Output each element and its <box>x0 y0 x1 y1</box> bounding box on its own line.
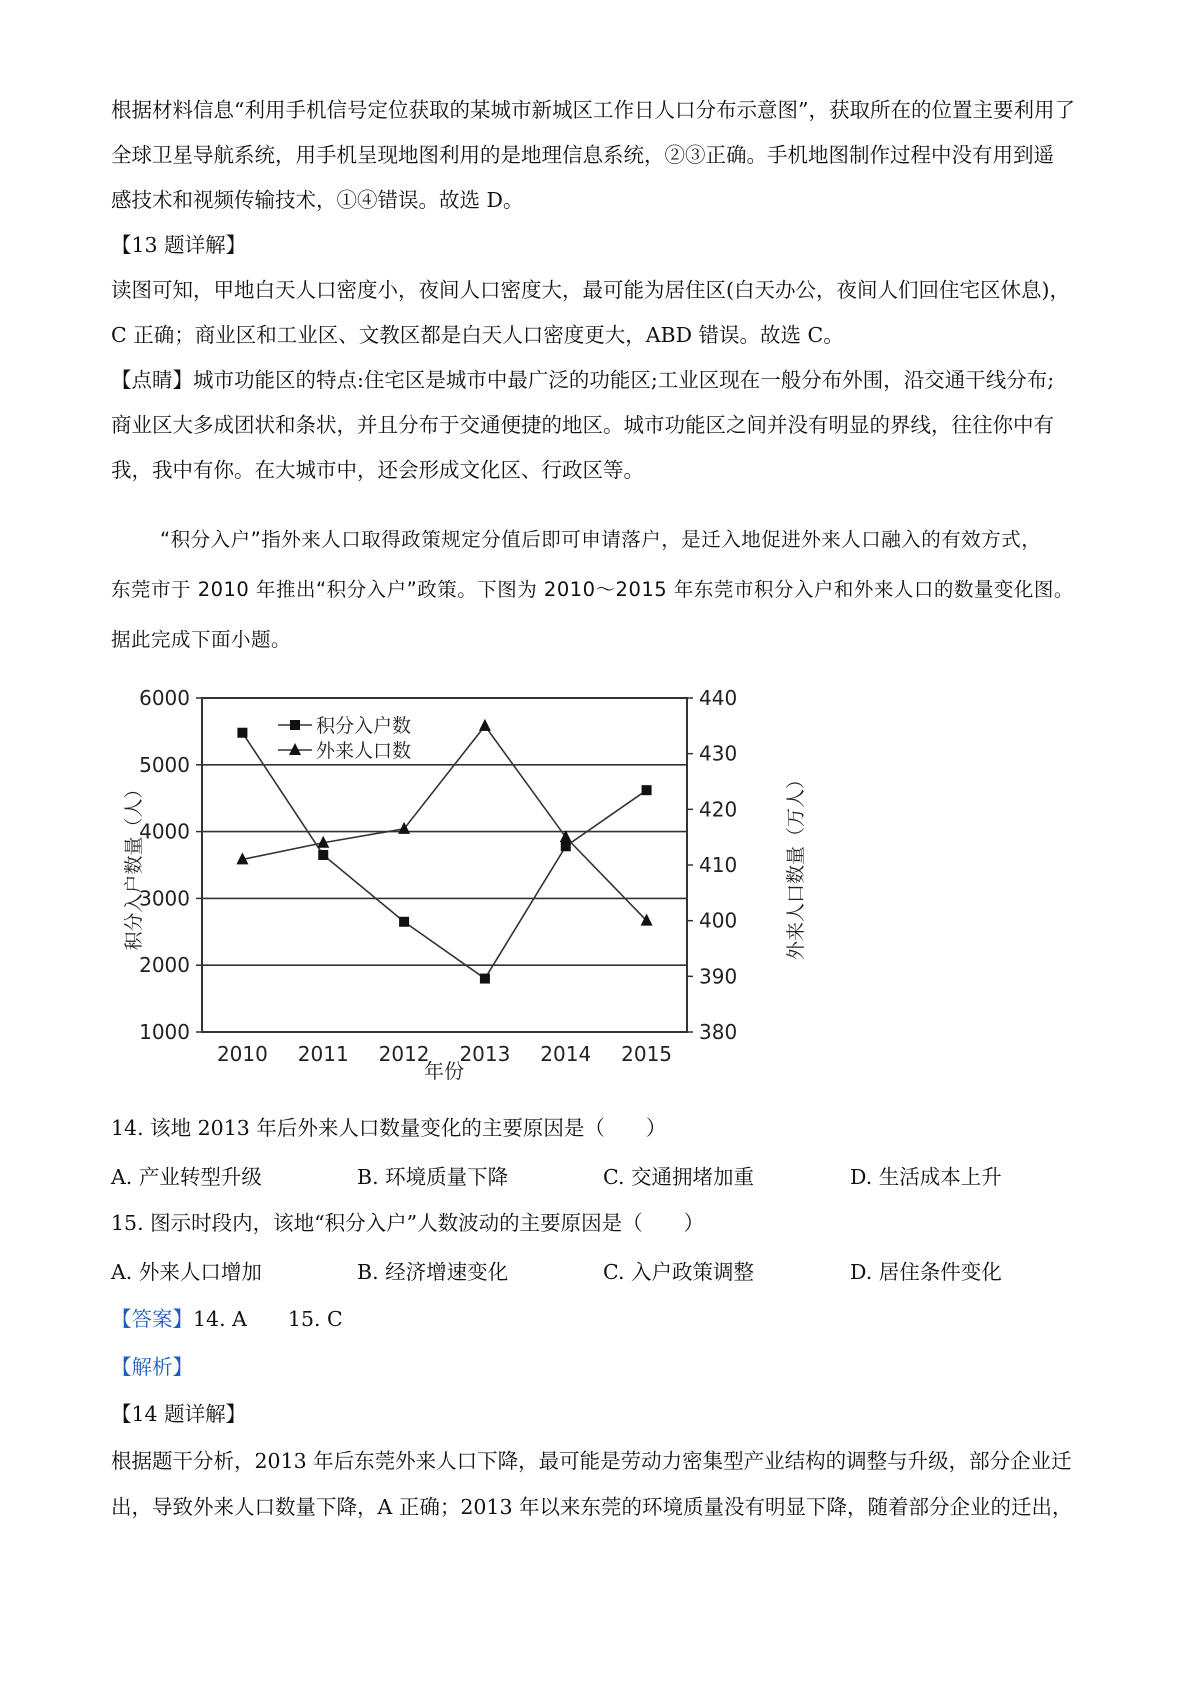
question-15-option-b[interactable]: B. 经济增速变化 <box>357 1260 509 1284</box>
paragraph-line: C 正确；商业区和工业区、文教区都是白天人口密度更大，ABD 错误。故选 C。 <box>111 323 844 347</box>
data-point-square <box>318 850 328 860</box>
left-axis-ticks <box>139 686 202 1044</box>
answer-line <box>111 1305 343 1333</box>
chart-legend <box>278 715 411 762</box>
right-tick-label: 380 <box>699 1020 738 1044</box>
question-14-option-b[interactable]: B. 环境质量下降 <box>357 1165 509 1189</box>
material-line: 据此完成下面小题。 <box>111 628 292 651</box>
tip-line: 【点睛】城市功能区的特点:住宅区是城市中最广泛的功能区;工业区现在一般分布外围，沿交通干线分布; <box>111 368 1055 392</box>
legend-marker-triangle <box>289 743 301 755</box>
right-tick-label: 440 <box>699 686 738 710</box>
right-tick-label: 400 <box>699 908 738 933</box>
question-14-stem: 14. 该地 2013 年后外来人口数量变化的主要原因是（ ） <box>111 1116 667 1140</box>
paragraph-line: 出，导致外来人口数量下降，A 正确；2013 年以来东莞的环境质量没有明显下降，随着部分企业的迁出， <box>111 1495 1073 1519</box>
question-14-option-d[interactable]: D. 生活成本上升 <box>850 1165 1002 1189</box>
answer-label: 【答案】 <box>111 1307 193 1331</box>
left-tick-label: 5000 <box>139 752 190 777</box>
chart-gridlines <box>202 765 687 965</box>
data-point-square <box>237 728 247 738</box>
right-tick-label: 430 <box>699 741 738 766</box>
x-tick-label: 2012 <box>378 1042 430 1066</box>
question-15-option-c[interactable]: C. 入户政策调整 <box>603 1260 754 1284</box>
tip-line: 我，我中有你。在大城市中，还会形成文化区、行政区等。 <box>111 458 644 482</box>
question-15-option-a[interactable]: A. 外来人口增加 <box>111 1260 262 1284</box>
legend-marker-square <box>290 720 300 730</box>
paragraph-line: 根据题干分析，2013 年后东莞外来人口下降，最可能是劳动力密集型产业结构的调整与升级，部分企业迁 <box>111 1449 1072 1473</box>
x-tick-label: 2013 <box>459 1042 511 1066</box>
analysis-label: 【解析】 <box>111 1355 193 1379</box>
chart-series <box>236 719 652 984</box>
x-tick-label: 2011 <box>297 1042 349 1066</box>
right-axis-label: 外来人口数量（万人） <box>785 769 807 961</box>
plot-frame <box>202 698 687 1032</box>
question-15-stem: 15. 图示时段内，该地“积分入户”人数波动的主要原因是（ ） <box>111 1211 705 1235</box>
tip-line: 商业区大多成团状和条状，并且分布于交通便捷的地区。城市功能区之间并没有明显的界线，往往你中有 <box>111 413 1054 437</box>
left-tick-label: 1000 <box>139 1020 190 1044</box>
right-tick-label: 420 <box>699 797 738 822</box>
x-tick-label: 2014 <box>540 1042 592 1066</box>
answer-text: 14. A 15. C <box>193 1307 343 1331</box>
data-point-square <box>561 841 571 851</box>
left-tick-label: 3000 <box>139 886 190 911</box>
legend-label: 积分入户数 <box>316 715 412 737</box>
material-line: 东莞市于 2010 年推出“积分入户”政策。下图为 2010～2015 年东莞市积分入户和外来人口的数量变化图。 <box>111 578 1074 601</box>
paragraph-line: 感技术和视频传输技术，①④错误。故选 D。 <box>111 188 524 212</box>
left-axis-label: 积分入户数量（人） <box>123 779 145 951</box>
x-tick-label: 2015 <box>621 1042 673 1066</box>
x-axis-label: 年份 <box>424 1059 464 1083</box>
series-line-square <box>242 733 646 979</box>
left-tick-label: 2000 <box>139 953 190 978</box>
legend-label: 外来人口数 <box>316 740 412 762</box>
paragraph-line: 根据材料信息“利用手机信号定位获取的某城市新城区工作日人口分布示意图”，获取所在的位置主要利用了 <box>111 98 1075 122</box>
data-point-square <box>399 917 409 927</box>
right-axis-ticks <box>687 686 737 1044</box>
left-tick-label: 4000 <box>139 819 190 844</box>
q14-heading: 【14 题详解】 <box>111 1402 247 1426</box>
question-14-option-c[interactable]: C. 交通拥堵加重 <box>603 1165 754 1189</box>
right-tick-label: 410 <box>699 853 738 877</box>
left-tick-label: 6000 <box>139 686 190 710</box>
line-chart <box>100 672 820 1092</box>
paragraph-line: 全球卫星导航系统，用手机呈现地图利用的是地理信息系统，②③正确。手机地图制作过程中没有用到遥 <box>111 143 1054 167</box>
right-tick-label: 390 <box>699 964 738 989</box>
data-point-triangle <box>479 719 491 731</box>
data-point-square <box>642 785 652 795</box>
paragraph-line: 读图可知，甲地白天人口密度小，夜间人口密度大，最可能为居住区(白天办公，夜间人们回住宅区休息)， <box>111 278 1070 302</box>
x-tick-label: 2010 <box>216 1042 268 1066</box>
material-line: “积分入户”指外来人口取得政策规定分值后即可申请落户，是迁入地促进外来人口融入的有效方式， <box>160 528 1042 551</box>
question-15-option-d[interactable]: D. 居住条件变化 <box>850 1260 1002 1284</box>
question-14-option-a[interactable]: A. 产业转型升级 <box>111 1165 262 1189</box>
q13-heading: 【13 题详解】 <box>111 233 247 257</box>
data-point-square <box>480 974 490 984</box>
